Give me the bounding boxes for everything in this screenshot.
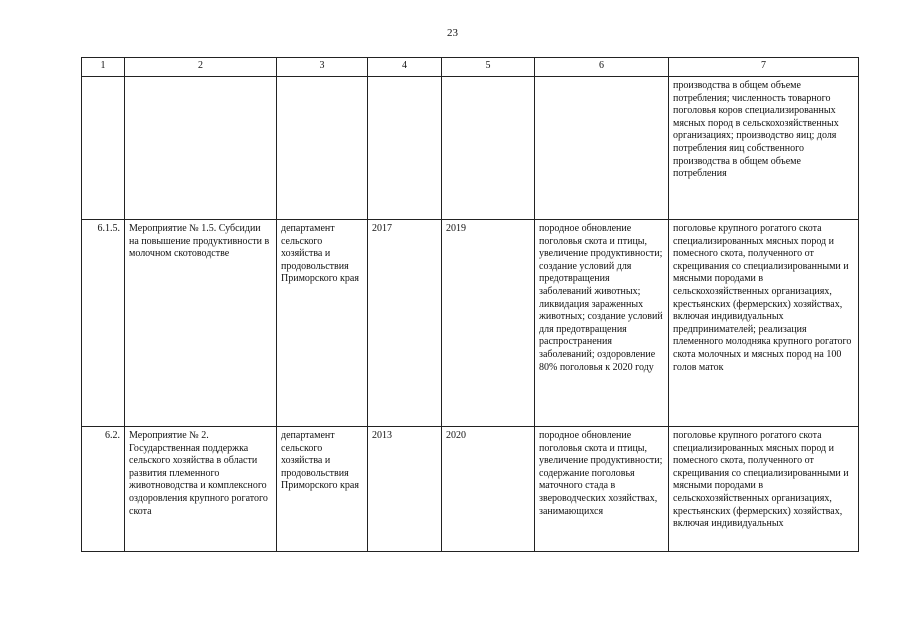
start-year-cell	[368, 77, 442, 220]
table-row	[82, 77, 859, 220]
end-year-cell: 2020	[442, 427, 535, 552]
result-cell: породное обновление поголовья скота и птицы, увеличение продуктивности; создание условий для предотвращения заболеваний животных; ликвидация зараженных животных; создание условий для предотвращения распространения заболеваний; оздоровление 80% поголовья к 2020 году	[535, 220, 669, 427]
start-year-cell: 2017	[368, 220, 442, 427]
end-year-cell: 2019	[442, 220, 535, 427]
row-number-cell	[82, 77, 125, 220]
executor-cell: департамент сельского хозяйства и продовольствия Приморского края	[277, 220, 368, 427]
table-row	[82, 220, 859, 427]
header-col-3: 3	[277, 58, 368, 77]
executor-cell	[277, 77, 368, 220]
header-col-6: 6	[535, 58, 669, 77]
header-col-2: 2	[125, 58, 277, 77]
header-col-1: 1	[82, 58, 125, 77]
row-number-cell: 6.2.	[82, 427, 125, 552]
measure-cell	[125, 77, 277, 220]
measure-cell: Мероприятие № 1.5. Субсидии на повышение продуктивности в молочном скотоводстве	[125, 220, 277, 427]
program-measures-table	[81, 57, 859, 552]
page-number: 23	[447, 27, 458, 39]
header-col-7: 7	[669, 58, 859, 77]
result-cell: породное обновление поголовья скота и птицы, увеличение продуктивности; содержание поголовья маточного стада в звероводческих хозяйствах, занимающихся	[535, 427, 669, 552]
indicators-cell: поголовье крупного рогатого скота специализированных мясных пород и помесного скота, полученного от скрещивания со специализированными и мясными породами в сельскохозяйственных организациях, крестьянских (фермерских) хозяйствах, включая индивидуальных предпринимателей; реализация племенного молодняка крупного рогатого скота молочных и мясных пород на 100 голов маток	[669, 220, 859, 427]
executor-cell: департамент сельского хозяйства и продовольствия Приморского края	[277, 427, 368, 552]
end-year-cell	[442, 77, 535, 220]
header-col-5: 5	[442, 58, 535, 77]
measure-cell: Мероприятие № 2. Государственная поддержка сельского хозяйства в области развития племенного животноводства и комплексного оздоровления крупного рогатого скота	[125, 427, 277, 552]
header-col-4: 4	[368, 58, 442, 77]
indicators-cell: поголовье крупного рогатого скота специализированных мясных пород и помесного скота, полученного от скрещивания со специализированными и мясными породами в сельскохозяйственных организациях, крестьянских (фермерских) хозяйствах, включая индивидуальных	[669, 427, 859, 552]
indicators-cell: производства в общем объеме потребления; численность товарного поголовья коров специализированных мясных пород в сельскохозяйственных организациях; производство яиц; доля потребления яиц собственного производства в общем объеме потребления	[669, 77, 859, 220]
header-row	[82, 58, 859, 77]
table-row	[82, 427, 859, 552]
result-cell	[535, 77, 669, 220]
row-number-cell: 6.1.5.	[82, 220, 125, 427]
start-year-cell: 2013	[368, 427, 442, 552]
